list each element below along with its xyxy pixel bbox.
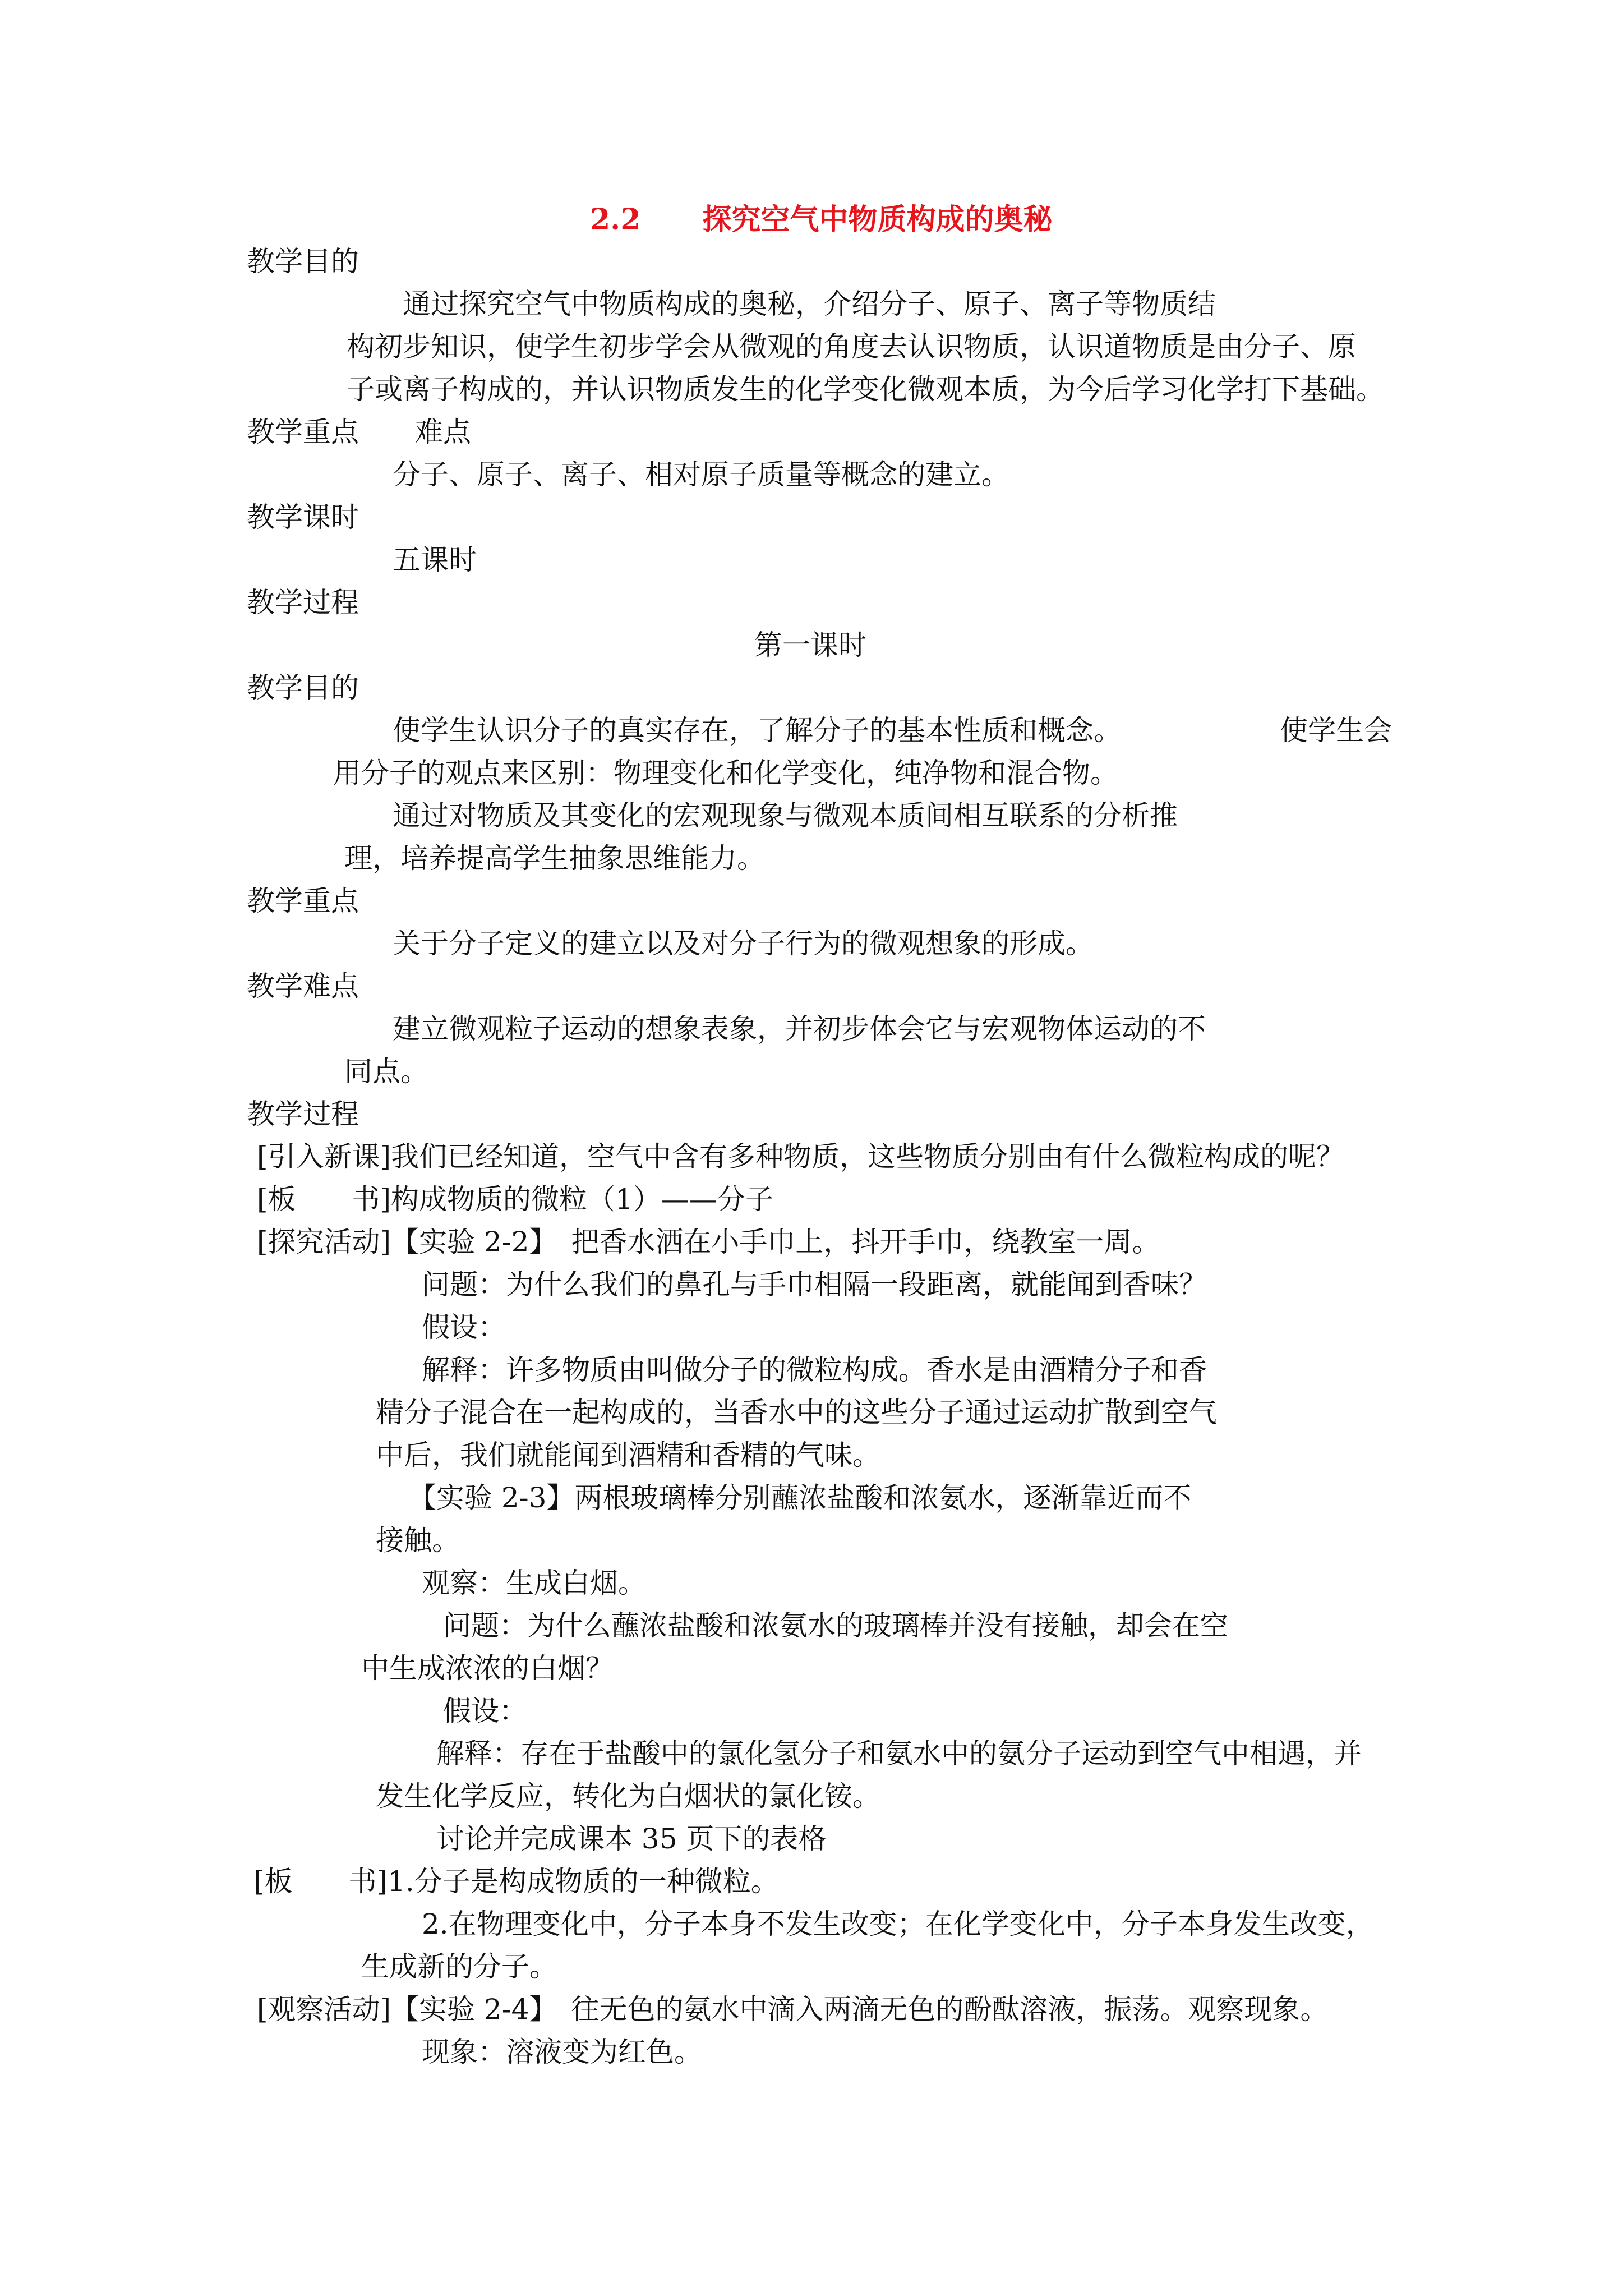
heading-teaching-process: 教学过程: [247, 1098, 359, 1130]
paragraph-line: [观察活动]【实验 2-4】 往无色的氨水中滴入两滴无色的酚酞溶液，振荡。观察现象。: [257, 1993, 1329, 2026]
paragraph-line: [探究活动]【实验 2-2】 把香水洒在小手巾上，抖开手巾，绕教室一周。: [257, 1226, 1160, 1258]
paragraph-line: 观察：生成白烟。: [422, 1567, 646, 1599]
paragraph-line: 使学生会: [1280, 714, 1392, 747]
paragraph-line: 2.在物理变化中，分子本身不发生改变；在化学变化中，分子本身发生改变，: [422, 1908, 1374, 1940]
paragraph-line: 现象：溶液变为红色。: [422, 2036, 702, 2068]
paragraph-line: 问题：为什么蘸浓盐酸和浓氨水的玻璃棒并没有接触，却会在空: [443, 1609, 1228, 1642]
heading-class-hours: 教学课时: [247, 501, 359, 533]
paragraph-line: [板 书]构成物质的微粒（1）——分子: [257, 1183, 773, 1216]
paragraph-line: [板 书]1.分子是构成物质的一种微粒。: [253, 1865, 779, 1898]
heading-teaching-goal: 教学目的: [247, 245, 359, 278]
paragraph-line: 通过对物质及其变化的宏观现象与微观本质间相互联系的分析推: [393, 799, 1178, 832]
paragraph-line: 用分子的观点来区别：物理变化和化学变化，纯净物和混合物。: [333, 757, 1118, 789]
document-title: [590, 203, 1052, 237]
heading-difficult-points: 教学难点: [247, 970, 359, 1002]
heading-teaching-process: 教学过程: [247, 586, 359, 619]
paragraph-line: 五课时: [393, 544, 477, 576]
paragraph-line: [引入新课]我们已经知道，空气中含有多种物质，这些物质分别由有什么微粒构成的呢？: [257, 1140, 1345, 1173]
heading-teaching-goal: 教学目的: [247, 671, 359, 704]
paragraph-line: 生成新的分子。: [361, 1950, 557, 1983]
paragraph-line: 发生化学反应，转化为白烟状的氯化铵。: [376, 1780, 880, 1812]
title-text: 探究空气中物质构成的奥秘: [702, 203, 1053, 237]
paragraph-line: 假设：: [422, 1311, 506, 1343]
paragraph-line: 中后，我们就能闻到酒精和香精的气味。: [376, 1439, 880, 1471]
paragraph-line: 同点。: [344, 1055, 428, 1088]
heading-key-difficult: 教学重点 难点: [247, 416, 471, 448]
paragraph-line: 中生成浓浓的白烟？: [361, 1652, 614, 1685]
paragraph-line: 构初步知识，使学生初步学会从微观的角度去认识物质，认识道物质是由分子、原: [347, 330, 1356, 363]
heading-key-points: 教学重点: [247, 885, 359, 917]
paragraph-line: 精分子混合在一起构成的，当香水中的这些分子通过运动扩散到空气: [376, 1396, 1217, 1429]
paragraph-line: 讨论并完成课本 35 页下的表格: [436, 1823, 827, 1855]
paragraph-line: 接触。: [376, 1524, 460, 1557]
paragraph-line: 分子、原子、离子、相对原子质量等概念的建立。: [393, 458, 1009, 491]
paragraph-line: 解释：许多物质由叫做分子的微粒构成。香水是由酒精分子和香: [422, 1354, 1207, 1386]
title-number: 2.2: [590, 203, 641, 237]
paragraph-line: 理，培养提高学生抽象思维能力。: [344, 842, 765, 875]
paragraph-line: 通过探究空气中物质构成的奥秘，介绍分子、原子、离子等物质结: [403, 288, 1216, 320]
paragraph-line: 使学生认识分子的真实存在，了解分子的基本性质和概念。: [393, 714, 1122, 747]
paragraph-line: 问题：为什么我们的鼻孔与手巾相隔一段距离，就能闻到香味？: [422, 1268, 1207, 1301]
section-heading-first-lesson: 第一课时: [754, 629, 866, 661]
paragraph-line: 解释：存在于盐酸中的氯化氢分子和氨水中的氨分子运动到空气中相遇，并: [436, 1737, 1362, 1770]
paragraph-line: 建立微观粒子运动的想象表象，并初步体会它与宏观物体运动的不: [393, 1013, 1206, 1045]
paragraph-line: 【实验 2-3】两根玻璃棒分别蘸浓盐酸和浓氨水，逐渐靠近而不: [408, 1481, 1192, 1514]
paragraph-line: 子或离子构成的，并认识物质发生的化学变化微观本质，为今后学习化学打下基础。: [347, 373, 1384, 406]
paragraph-line: 假设：: [443, 1695, 527, 1727]
paragraph-line: 关于分子定义的建立以及对分子行为的微观想象的形成。: [393, 927, 1094, 960]
